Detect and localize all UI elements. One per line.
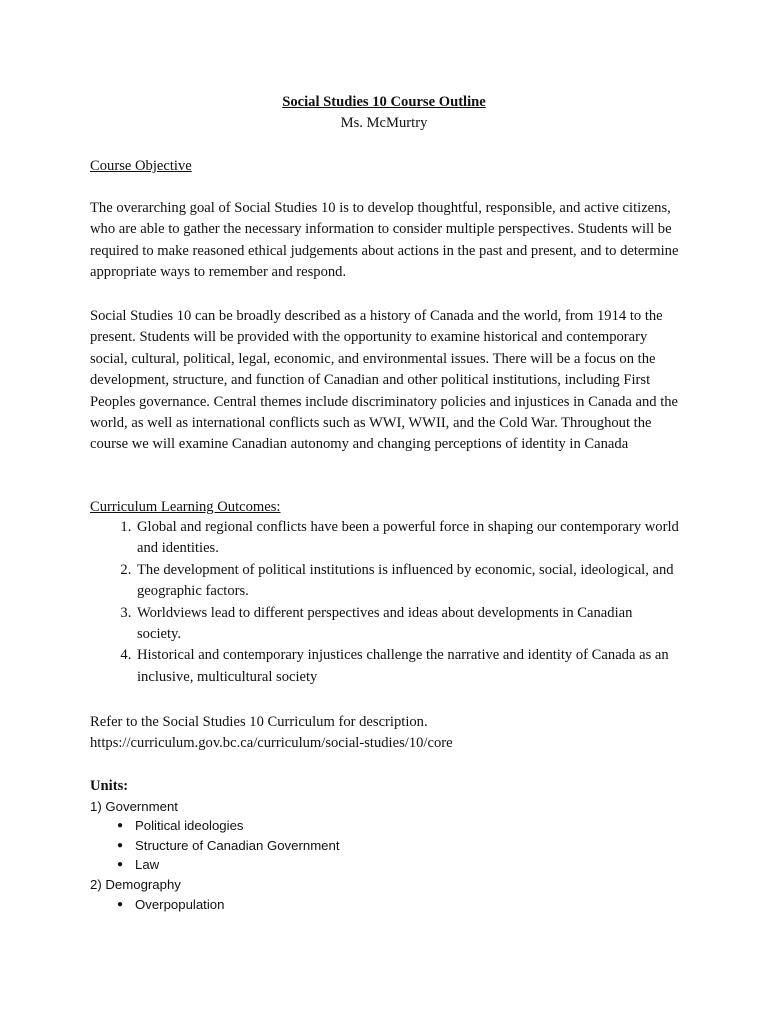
outcome-item: 1. Global and regional conflicts have been a powerful force in shaping our contemporary world and identities. xyxy=(135,517,680,560)
list-item xyxy=(117,816,340,836)
units-heading: Units: xyxy=(90,778,129,794)
topic-label: Political ideologies xyxy=(135,818,244,833)
document-title: Social Studies 10 Course Outline xyxy=(282,94,486,110)
unit-heading-government: 1) Government xyxy=(90,799,178,814)
topic-label: Overpopulation xyxy=(135,897,225,912)
bullet-icon: ● xyxy=(117,859,124,871)
course-objective-heading: Course Objective xyxy=(90,158,192,174)
government-topics-list xyxy=(90,816,340,875)
refer-text: Refer to the Social Studies 10 Curriculum for description. xyxy=(90,714,428,730)
list-item xyxy=(117,836,340,856)
curriculum-link[interactable]: https://curriculum.gov.bc.ca/curriculum/social-studies/10/core xyxy=(90,735,453,751)
list-item xyxy=(117,895,225,915)
bullet-icon: ● xyxy=(117,839,124,851)
bullet-icon: ● xyxy=(117,820,124,831)
unit-heading-demography: 2) Demography xyxy=(90,877,181,892)
list-item xyxy=(117,855,340,875)
outcome-item: 4. Historical and contemporary injustices challenge the narrative and identity of Canada as an inclusive, multicultural society xyxy=(135,645,680,688)
objective-paragraph-1: The overarching goal of Social Studies 10 is to develop thoughtful, responsible, and active citizens, who are able to gather the necessary information to consider multiple perspectives. Students will be required to make reasoned ethical judgements about actions in the past and present, and to determine appropriate ways to remember and respond. xyxy=(90,200,679,281)
outcome-item: 3. Worldviews lead to different perspectives and ideas about developments in Canadian society. xyxy=(135,603,680,646)
outcomes-list xyxy=(90,517,680,688)
author-name: Ms. McMurtry xyxy=(340,115,428,131)
outcomes-heading: Curriculum Learning Outcomes: xyxy=(90,499,281,515)
bullet-icon: ● xyxy=(117,899,124,910)
topic-label: Law xyxy=(135,857,160,873)
demography-topics-list xyxy=(90,895,224,915)
topic-label: Structure of Canadian Government xyxy=(135,837,340,853)
outcome-item: 2. The development of political institutions is influenced by economic, social, ideological, and geographic factors. xyxy=(135,560,680,603)
objective-paragraph-2: Social Studies 10 can be broadly described as a history of Canada and the world, from 1914 to the present. Students will be provided with the opportunity to examine historical and contemporary social, cultural, political, legal, economic, and environmental issues. There will be a focus on the development, structure, and function of Canadian and other political institutions, including First Peoples governance. Central themes include discriminatory policies and injustices in Canada and the world, as well as international conflicts such as WWI, WWII, and the Cold War. Throughout the course we will examine Canadian autonomy and changing perceptions of identity in Canada xyxy=(90,308,679,453)
